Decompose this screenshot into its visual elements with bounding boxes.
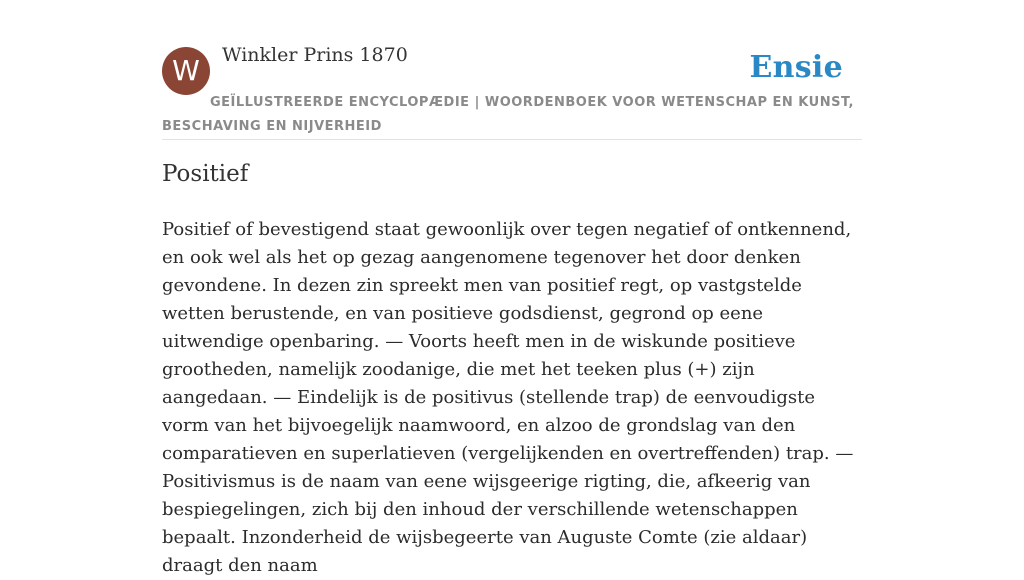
header-divider bbox=[162, 139, 862, 140]
source-subtitle: GEÏLLUSTREERDE ENCYCLOPÆDIE | WOORDENBOEK VOOR WETENSCHAP EN KUNST, BESCHAVING EN NIJVERHEID bbox=[162, 95, 854, 134]
source-title-link[interactable]: Winkler Prins 1870 bbox=[222, 44, 408, 66]
ensie-logo[interactable]: Ensie bbox=[749, 50, 843, 85]
article-title: Positief bbox=[162, 161, 249, 187]
source-avatar[interactable]: W bbox=[162, 47, 210, 95]
article-body: Positief of bevestigend staat gewoonlijk over tegen negatief of ontkennend, en ook wel als het op gezag aangenomene tegenover het door denken gevondene. In dezen zin spreekt men van positief regt, op vastgstelde wetten berustende, en van positieve godsdienst, gegrond op eene uitwendige openbaring. — Voorts heeft men in de wiskunde positieve grootheden, namelijk zoodanige, die met het teeken plus (+) zijn aangedaan. — Eindelijk is de positivus (stellende trap) de eenvoudigste vorm van het bijvoegelijk naamwoord, en alzoo de grondslag van den comparatieven en superlatieven (vergelijkenden en overtreffenden) trap. — Positivismus is de naam van eene wijsgeerige rigting, die, afkeerig van bespiegelingen, zich bij den inhoud der verschillende wetenschappen bepaalt. Inzonderheid de wijsbegeerte van Auguste Comte (zie aldaar) draagt den naam bbox=[162, 219, 854, 576]
